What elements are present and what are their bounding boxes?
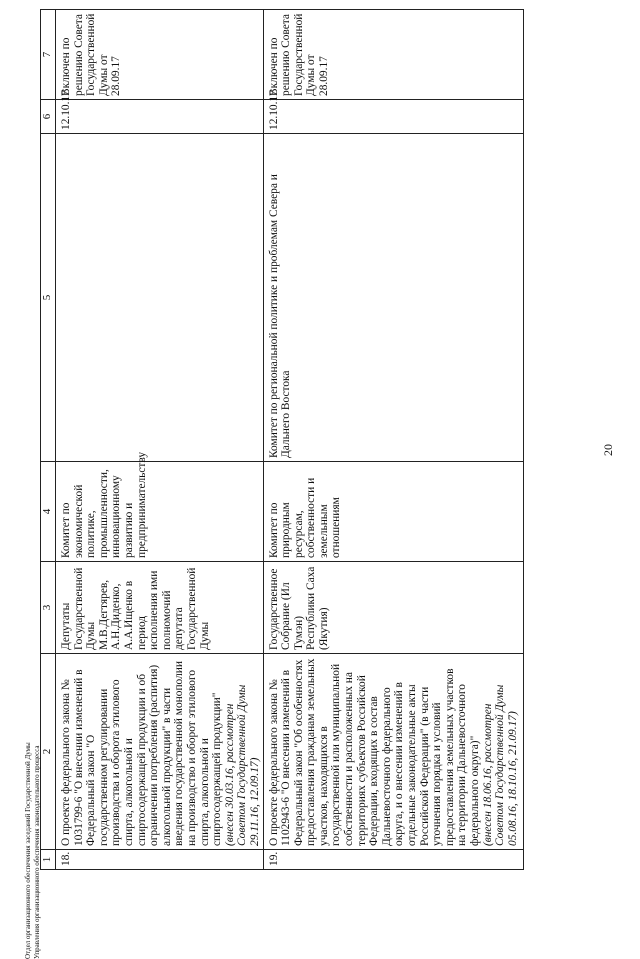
agenda-table — [40, 9, 524, 870]
footer-line-2: Управления организационного обеспечения законодательного процесса — [33, 745, 41, 959]
table-row — [56, 10, 264, 870]
header-col-5: 5 — [41, 134, 56, 462]
row-number: 19. — [263, 850, 523, 870]
bill-title-cell — [56, 654, 264, 850]
header-col-7: 7 — [41, 10, 56, 100]
header-col-4: 4 — [41, 462, 56, 562]
committee-cell: Комитет по экономической политике, промышленности, инновационному развитию и предпринимательству — [56, 462, 264, 562]
authors-cell: Депутаты Государственной Думы М.В.Дегтярев, А.Н.Диденко, А.А.Ищенко в период исполнения ими полномочий депутата Государственной Думы — [56, 562, 264, 654]
co-committee-cell — [56, 134, 264, 462]
authors-cell: Государственное Собрание (Ил Тумэн) Республики Саха (Якутия) — [263, 562, 523, 654]
header-col-1: 1 — [41, 850, 56, 870]
committee-cell: Комитет по природным ресурсам, собственности и земельным отношениям — [263, 462, 523, 562]
footer-note — [24, 709, 56, 959]
header-col-3: 3 — [41, 562, 56, 654]
date-cell: 12.10.17 — [263, 100, 523, 134]
status-cell: Включен по решению Совета Государственной Думы от 28.09.17 — [56, 10, 264, 100]
table-row — [263, 10, 523, 870]
header-col-6: 6 — [41, 100, 56, 134]
row-number: 18. — [56, 850, 264, 870]
bill-title: О проекте федерального закона № 1031799-6 "О внесении изменений в Федеральный закон "О государственном регулировании производства и оборота этилового спирта, алкогольной и спиртосодержащей продукции и об ограничении потребления (распития) алкогольной продукции" в части введения государственной монополии на производство и оборот этилового спирта, алкогольной и спиртосодержащей продукции" — [60, 661, 224, 846]
header-col-2: 2 — [41, 654, 56, 850]
co-committee-cell: Комитет по региональной политике и проблемам Севера и Дальнего Востока — [263, 134, 523, 462]
bill-title: О проекте федерального закона № 1102943-6 "О внесении изменений в Федеральный закон "Об особенностях предоставления гражданам земельных участков, находящихся в государственной или муниципальной собственности и расположенных на территориях субъектов Российской Федерации, входящих в состав Дальневосточного федерального округа, и о внесении изменений в отдельные законодательные акты Российской Федерации" (в части уточнения порядка и условий предоставления земельных участков на территории Дальневосточного федерального округа)" — [267, 658, 481, 846]
table-container — [40, 10, 580, 870]
date-cell: 12.10.17 — [56, 100, 264, 134]
bill-note: (внесен 30.03.16, рассмотрен Советом Государственной Думы 29.11.16, 12.09.17) — [223, 684, 261, 846]
footer-line-1: Отдел организационного обеспечения заседаний Государственной Думы — [24, 742, 32, 959]
bill-note: (внесен 18.06.16, рассмотрен Советом Государственной Думы 05.08.16, 18.10.16, 21.09.17) — [481, 684, 519, 846]
bill-title-cell — [263, 654, 523, 850]
page-number: 20 — [601, 444, 615, 456]
status-cell: Включен по решению Совета Государственной Думы от 28.09.17 — [263, 10, 523, 100]
